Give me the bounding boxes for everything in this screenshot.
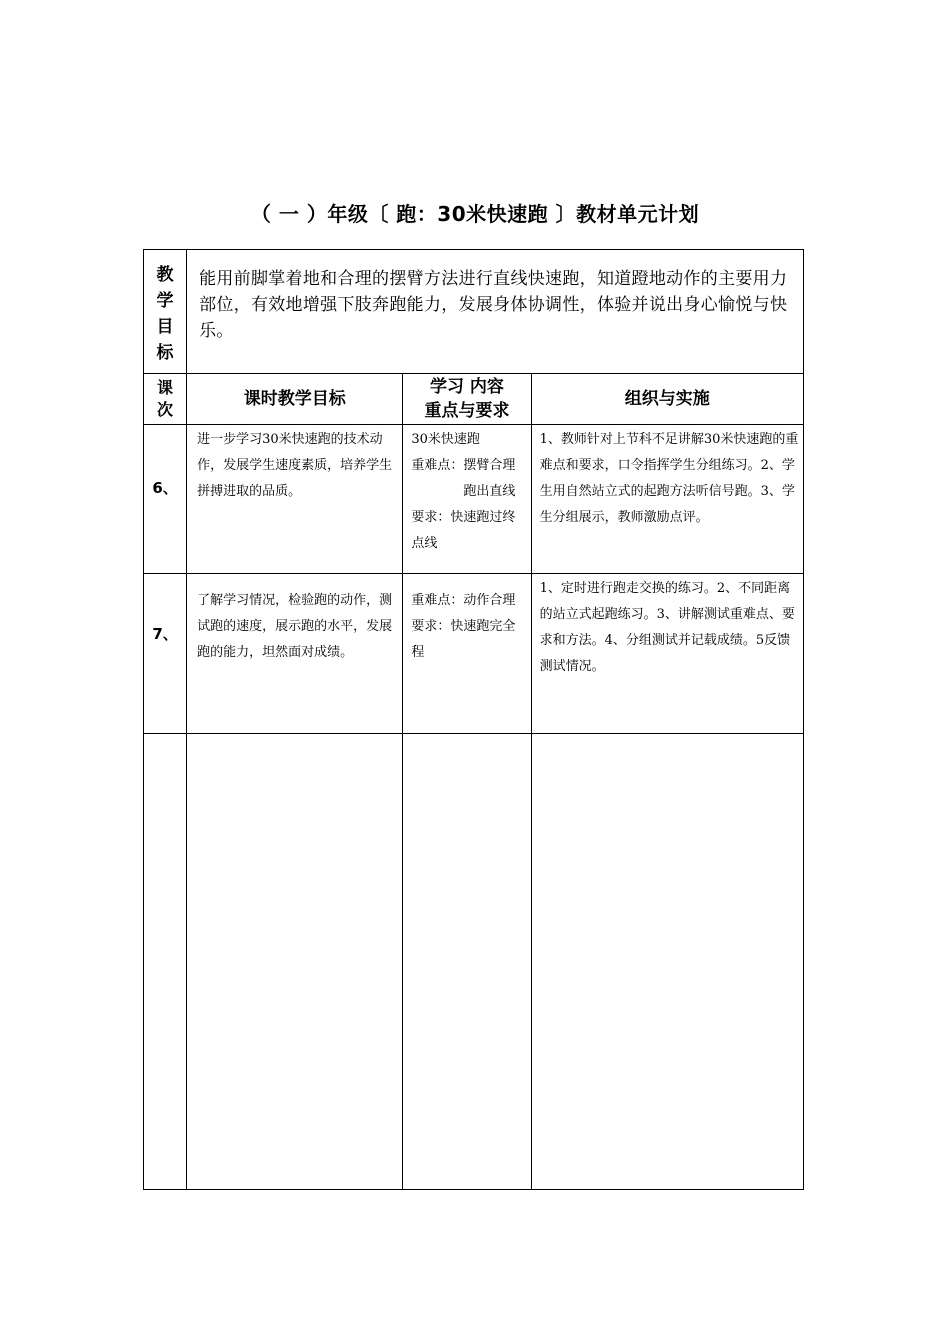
lesson-objective: 了解学习情况，检验跑的动作，测试跑的速度，展示跑的水平，发展跑的能力，坦然面对成绩。 xyxy=(187,574,403,734)
empty-cell xyxy=(187,734,403,1190)
content-header: 学习 内容 重点与要求 xyxy=(403,374,531,425)
objective-header: 课时教学目标 xyxy=(187,374,403,425)
goal-row xyxy=(144,250,804,374)
lesson-number: 6、 xyxy=(144,425,187,574)
page-title: （ 一 ）年级〔 跑：30米快速跑 〕教材单元计划 xyxy=(250,202,700,226)
lesson-number: 7、 xyxy=(144,574,187,734)
table-row xyxy=(144,425,804,574)
lesson-header: 课 次 xyxy=(144,374,187,425)
table-row xyxy=(144,574,804,734)
lesson-organization: 1、定时进行跑走交换的练习。2、不同距离的站立式起跑练习。3、讲解测试重难点、要求和方法。4、分组测试并记载成绩。5反馈测试情况。 xyxy=(531,574,803,734)
lesson-objective: 进一步学习30米快速跑的技术动作，发展学生速度素质，培养学生拼搏进取的品质。 xyxy=(187,425,403,574)
empty-cell xyxy=(403,734,531,1190)
empty-row xyxy=(144,734,804,1190)
empty-cell xyxy=(144,734,187,1190)
goal-text: 能用前脚掌着地和合理的摆臂方法进行直线快速跑，知道蹬地动作的主要用力部位，有效地增强下肢奔跑能力，发展身体协调性，体验并说出身心愉悦与快乐。 xyxy=(187,250,804,374)
lesson-content: 30米快速跑 重难点：摆臂合理 跑出直线 要求：快速跑过终点线 xyxy=(403,425,531,574)
unit-plan-table xyxy=(143,249,804,1190)
organization-header: 组织与实施 xyxy=(531,374,803,425)
empty-cell xyxy=(531,734,803,1190)
lesson-content: 重难点：动作合理 要求：快速跑完全程 xyxy=(403,574,531,734)
lesson-organization: 1、教师针对上节科不足讲解30米快速跑的重难点和要求，口令指挥学生分组练习。2、学生用自然站立式的起跑方法听信号跑。3、学生分组展示，教师激励点评。 xyxy=(531,425,803,574)
header-row xyxy=(144,374,804,425)
goal-label: 教 学 目 标 xyxy=(144,250,187,374)
